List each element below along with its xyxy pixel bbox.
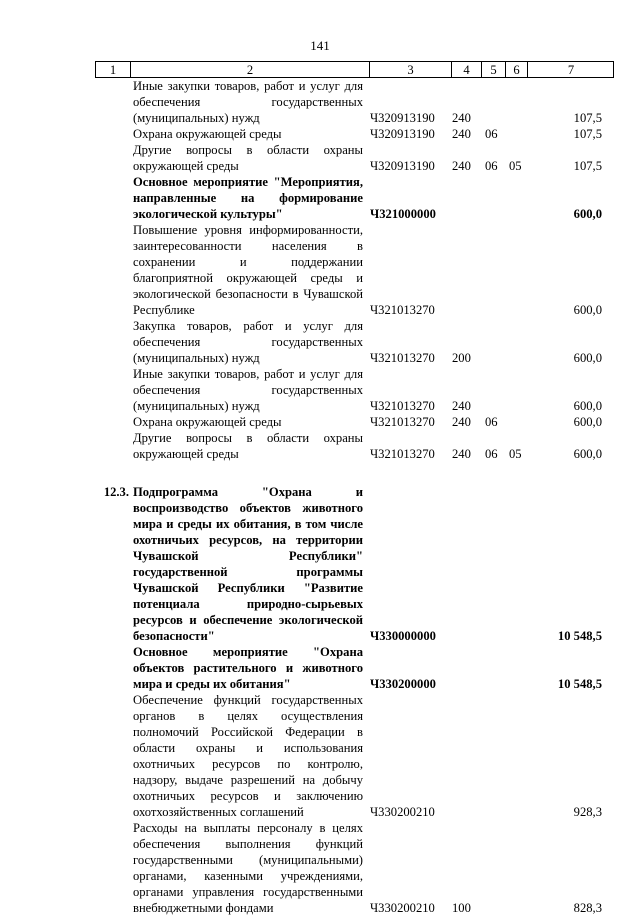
row-c5: 06 — [485, 447, 498, 461]
row-name: Иные закупки товаров, работ и услуг для обеспечения государственных (муниципальных) нужд — [133, 79, 363, 125]
row-c5: 06 — [485, 159, 498, 173]
row-sum: 928,3 — [573, 805, 602, 819]
row-code: Ч321000000 — [370, 207, 436, 221]
table-row — [95, 318, 614, 366]
col-header-1: 1 — [109, 63, 117, 77]
row-name: Закупка товаров, работ и услуг для обеспечения государственных (муниципальных) нужд — [133, 319, 363, 365]
row-sum: 600,0 — [573, 399, 602, 413]
table-row — [95, 692, 614, 820]
row-c6: 05 — [509, 159, 522, 173]
row-sum: 107,5 — [573, 159, 602, 173]
row-sum: 600,0 — [573, 207, 602, 221]
row-code: Ч321013270 — [370, 447, 435, 461]
row-name: Иные закупки товаров, работ и услуг для обеспечения государственных (муниципальных) нужд — [133, 367, 363, 413]
table-row — [95, 644, 614, 692]
col-header-2: 2 — [246, 63, 254, 77]
row-name: Расходы на выплаты персоналу в целях обеспечения выполнения функций государственными (муниципальными) органами, казенными учреждениями, органами управления государственными внебюджетными фондами — [133, 821, 363, 915]
row-sum: 107,5 — [573, 127, 602, 141]
row-code: Ч321013270 — [370, 351, 435, 365]
row-sum: 828,3 — [573, 901, 602, 915]
row-c5: 06 — [485, 415, 498, 429]
table-row — [95, 222, 614, 318]
col-header-7: 7 — [567, 63, 575, 77]
row-name: Охрана окружающей среды — [133, 127, 282, 141]
row-sum: 10 548,5 — [557, 629, 602, 643]
row-c4: 240 — [452, 415, 471, 429]
row-c5: 06 — [485, 127, 498, 141]
table-row — [95, 484, 614, 644]
row-sum: 10 548,5 — [557, 677, 602, 691]
row-c4: 240 — [452, 159, 471, 173]
row-name: Основное мероприятие "Мероприятия, направленные на формирование экологической культуры" — [133, 175, 363, 221]
row-sum: 107,5 — [573, 111, 602, 125]
table-row — [95, 366, 614, 414]
row-c6: 05 — [509, 447, 522, 461]
row-c4: 240 — [452, 399, 471, 413]
row-code: Ч320913190 — [370, 159, 435, 173]
row-name: Другие вопросы в области охраны окружающей среды — [133, 143, 363, 173]
table-body — [95, 78, 614, 916]
row-name: Основное мероприятие "Охрана объектов растительного и животного мира и среды их обитания" — [133, 645, 363, 691]
row-name: Другие вопросы в области охраны окружающей среды — [133, 431, 363, 461]
table-row — [95, 142, 614, 174]
row-name: Подпрограмма "Охрана и воспроизводство объектов животного мира и среды их обитания, в том числе охотничьих ресурсов, на территории Чувашской Республики" государственной программы Чувашской Республики "Развитие потенциала природно-сырьевых ресурсов и обеспечение экологической безопасности" — [133, 485, 363, 643]
page-number: 141 — [310, 38, 330, 53]
table-row — [95, 430, 614, 462]
col-header-4: 4 — [463, 63, 470, 77]
row-name: Обеспечение функций государственных органов в целях осуществления полномочий Российской Федерации в области охраны и использования охотничьих ресурсов по контролю, надзору, выдаче разрешений на добычу охотничьих ресурсов и заключению охотхозяйственных соглашений — [133, 693, 363, 819]
table-row — [95, 414, 614, 430]
row-spacer — [95, 462, 614, 484]
row-code: Ч330200210 — [370, 901, 435, 915]
row-c4: 240 — [452, 127, 471, 141]
row-code: Ч321013270 — [370, 399, 435, 413]
table-row — [95, 174, 614, 222]
budget-table — [95, 61, 614, 915]
row-code: Ч320913190 — [370, 127, 435, 141]
row-code: Ч321013270 — [370, 303, 435, 317]
row-code: Ч330200210 — [370, 805, 435, 819]
col-header-5: 5 — [490, 63, 497, 77]
row-code: Ч330200000 — [370, 677, 436, 691]
row-sum: 600,0 — [573, 415, 602, 429]
row-c4: 240 — [452, 447, 471, 461]
row-sum: 600,0 — [573, 303, 602, 317]
row-code: Ч321013270 — [370, 415, 435, 429]
row-c4: 100 — [452, 901, 471, 915]
col-header-6: 6 — [513, 63, 520, 77]
row-code: Ч330000000 — [370, 629, 436, 643]
row-code: Ч320913190 — [370, 111, 435, 125]
table-row — [95, 820, 614, 916]
col-header-3: 3 — [407, 63, 414, 77]
row-c4: 240 — [452, 111, 471, 125]
row-sum: 600,0 — [573, 447, 602, 461]
row-name: Охрана окружающей среды — [133, 415, 282, 429]
table-header-row — [95, 61, 614, 78]
row-name: Повышение уровня информированности, заинтересованности населения в сохранении и поддержании благоприятной окружающей среды и экологической безопасности в Чувашской Республике — [133, 223, 363, 317]
row-sum: 600,0 — [573, 351, 602, 365]
table-row — [95, 126, 614, 142]
table-row — [95, 78, 614, 126]
row-number: 12.3. — [103, 485, 129, 499]
row-c4: 200 — [452, 351, 471, 365]
